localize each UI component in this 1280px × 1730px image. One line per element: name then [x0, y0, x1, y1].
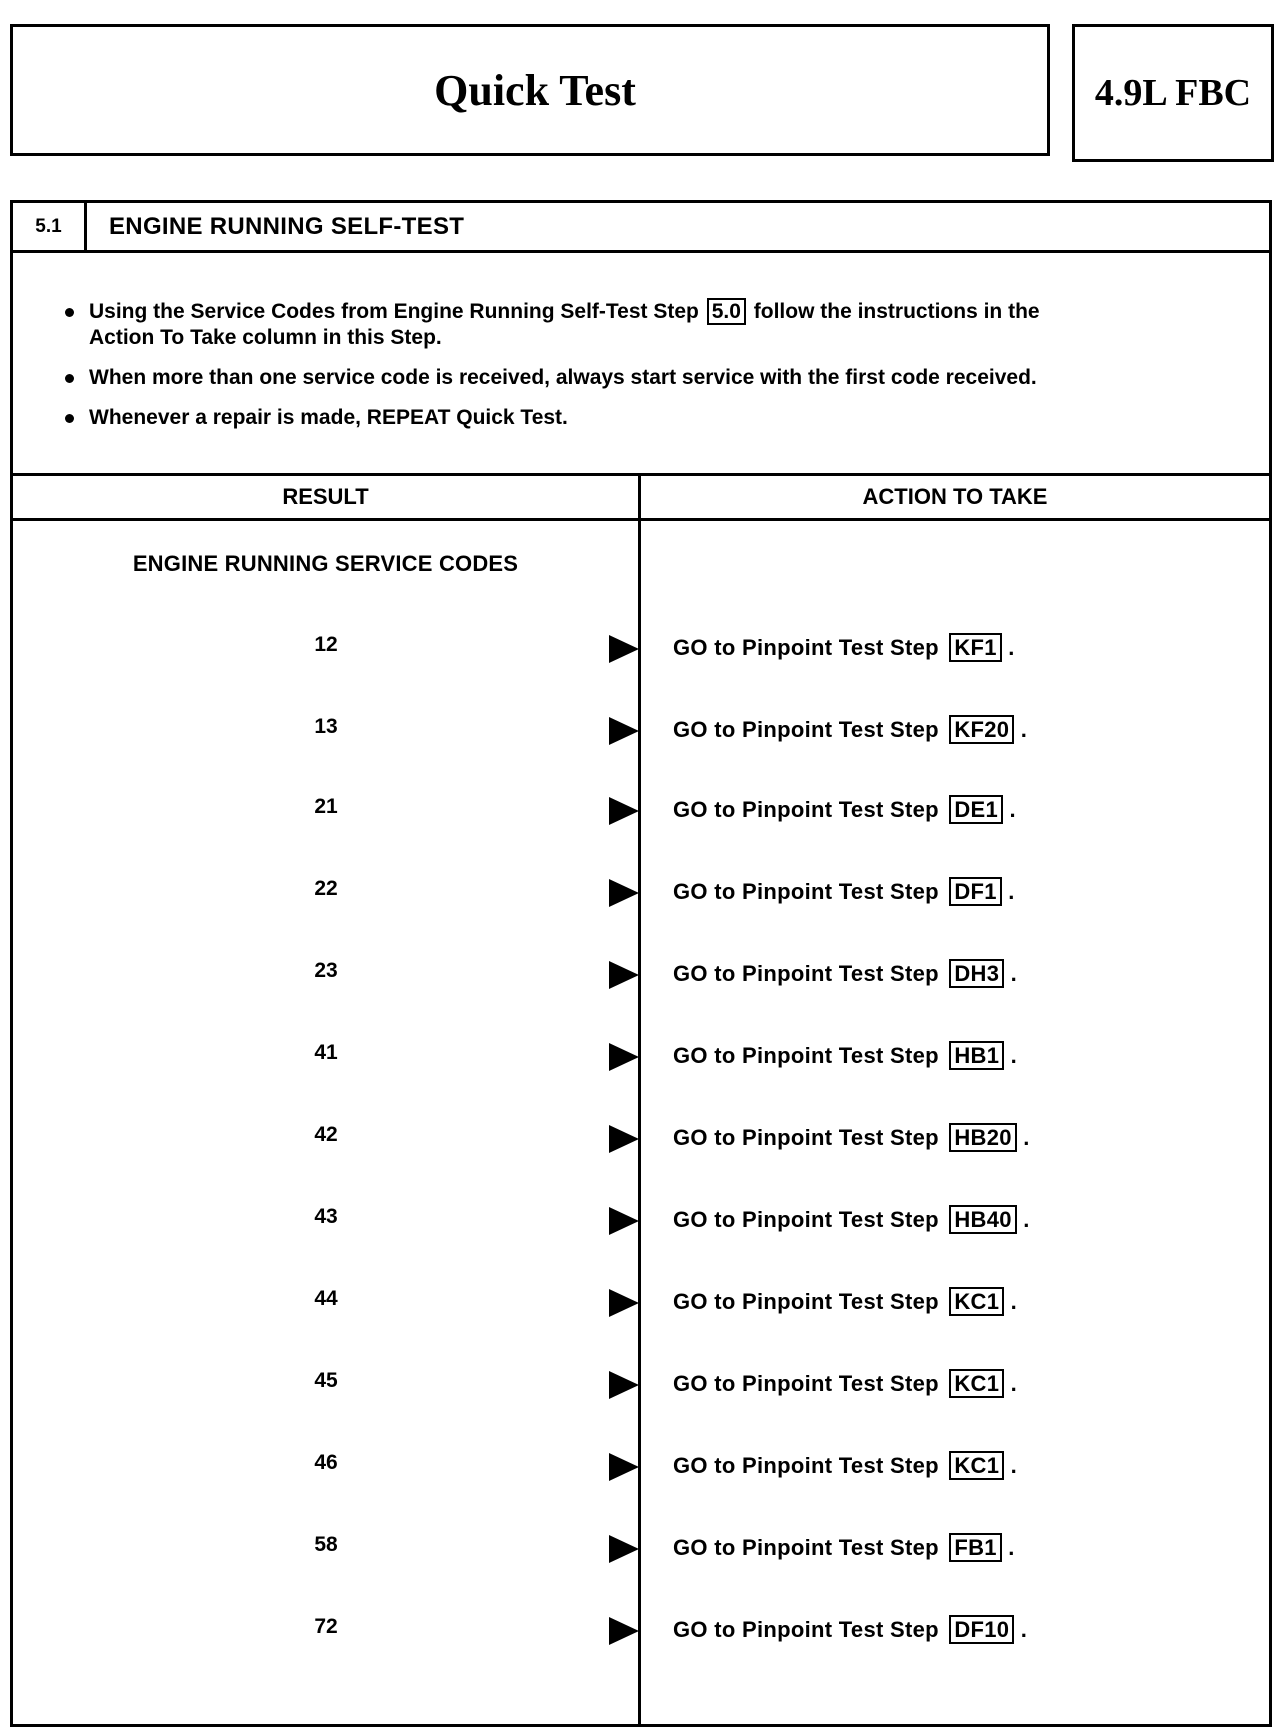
pinpoint-step-ref: FB1 — [949, 1533, 1001, 1562]
table-row — [13, 1451, 1269, 1501]
arrow-right-icon — [609, 1371, 639, 1399]
action-text: GO to Pinpoint Test Step HB40 . — [673, 1207, 1030, 1232]
arrow-right-icon — [609, 1043, 639, 1071]
service-code: 45 — [314, 1369, 338, 1392]
step-number: 5.1 — [13, 203, 87, 250]
step-header — [13, 203, 1269, 253]
pinpoint-step-ref: HB40 — [949, 1205, 1016, 1234]
instructions — [13, 253, 1269, 473]
result-column-header: RESULT — [282, 484, 369, 509]
arrow-right-icon — [609, 1535, 639, 1563]
action-text: GO to Pinpoint Test Step KC1 . — [673, 1371, 1018, 1396]
page-title: Quick Test — [434, 65, 636, 115]
step-reference: 5.0 — [707, 298, 746, 325]
table-row — [13, 1205, 1269, 1255]
arrow-right-icon — [609, 961, 639, 989]
instruction-text: Using the Service Codes from Engine Running Self-Test Step — [89, 300, 699, 323]
instruction-item — [65, 405, 568, 431]
pinpoint-step-ref: KC1 — [949, 1287, 1004, 1316]
service-code: 46 — [314, 1451, 338, 1474]
service-code: 58 — [314, 1533, 338, 1556]
pinpoint-step-ref: KC1 — [949, 1369, 1004, 1398]
instruction-item — [65, 299, 1040, 351]
table-header — [13, 473, 1269, 521]
action-text: GO to Pinpoint Test Step DF1 . — [673, 879, 1015, 904]
action-text: GO to Pinpoint Test Step KF1 . — [673, 635, 1015, 660]
action-text: GO to Pinpoint Test Step FB1 . — [673, 1535, 1015, 1560]
service-code: 42 — [314, 1123, 338, 1146]
test-step-panel — [10, 200, 1272, 1727]
service-code: 43 — [314, 1205, 338, 1228]
service-codes-label: ENGINE RUNNING SERVICE CODES — [132, 551, 519, 576]
table-row — [13, 1041, 1269, 1091]
pinpoint-step-ref: DH3 — [949, 959, 1004, 988]
service-code: 12 — [314, 633, 338, 656]
arrow-right-icon — [609, 797, 639, 825]
pinpoint-step-ref: HB20 — [949, 1123, 1016, 1152]
table-row — [13, 715, 1269, 765]
service-code: 41 — [314, 1041, 338, 1064]
service-code: 22 — [314, 877, 338, 900]
service-code: 21 — [314, 795, 338, 818]
pinpoint-step-ref: KF20 — [949, 715, 1014, 744]
pinpoint-step-ref: DF1 — [949, 877, 1001, 906]
pinpoint-step-ref: KC1 — [949, 1451, 1004, 1480]
service-code: 72 — [314, 1615, 338, 1638]
arrow-right-icon — [609, 879, 639, 907]
arrow-right-icon — [609, 717, 639, 745]
pinpoint-step-ref: HB1 — [949, 1041, 1004, 1070]
arrow-right-icon — [609, 1617, 639, 1645]
instruction-text: Whenever a repair is made, REPEAT Quick Test. — [89, 406, 568, 429]
instruction-text: Action To Take column in this Step. — [89, 326, 442, 349]
action-text: GO to Pinpoint Test Step DE1 . — [673, 797, 1016, 822]
action-text: GO to Pinpoint Test Step HB20 . — [673, 1125, 1030, 1150]
table-row — [13, 795, 1269, 845]
action-column-header: ACTION TO TAKE — [862, 484, 1048, 509]
page-title-box — [10, 24, 1050, 156]
arrow-right-icon — [609, 635, 639, 663]
pinpoint-step-ref: DF10 — [949, 1615, 1014, 1644]
instruction-item — [65, 365, 1037, 391]
table-row — [13, 959, 1269, 1009]
table-row — [13, 1123, 1269, 1173]
engine-label: 4.9L FBC — [1094, 72, 1252, 114]
bullet-icon — [65, 414, 74, 423]
pinpoint-step-ref: DE1 — [949, 795, 1003, 824]
arrow-right-icon — [609, 1453, 639, 1481]
table-row — [13, 1287, 1269, 1337]
instruction-text: follow the instructions in the — [753, 300, 1040, 323]
bullet-icon — [65, 374, 74, 383]
table-row — [13, 1615, 1269, 1665]
table-row — [13, 1533, 1269, 1583]
service-code: 13 — [314, 715, 338, 738]
step-title: ENGINE RUNNING SELF-TEST — [109, 213, 465, 240]
table-row — [13, 877, 1269, 927]
action-text: GO to Pinpoint Test Step KC1 . — [673, 1289, 1018, 1314]
arrow-right-icon — [609, 1289, 639, 1317]
action-text: GO to Pinpoint Test Step DH3 . — [673, 961, 1018, 986]
service-code: 23 — [314, 959, 338, 982]
arrow-right-icon — [609, 1125, 639, 1153]
engine-label-box — [1072, 24, 1274, 162]
service-code: 44 — [314, 1287, 338, 1310]
action-text: GO to Pinpoint Test Step DF10 . — [673, 1617, 1028, 1642]
action-text: GO to Pinpoint Test Step KF20 . — [673, 717, 1028, 742]
bullet-icon — [65, 308, 74, 317]
action-text: GO to Pinpoint Test Step HB1 . — [673, 1043, 1018, 1068]
instruction-text: When more than one service code is received, always start service with the first code received. — [89, 366, 1037, 389]
action-text: GO to Pinpoint Test Step KC1 . — [673, 1453, 1018, 1478]
arrow-right-icon — [609, 1207, 639, 1235]
pinpoint-step-ref: KF1 — [949, 633, 1001, 662]
table-row — [13, 633, 1269, 683]
table-row — [13, 1369, 1269, 1419]
